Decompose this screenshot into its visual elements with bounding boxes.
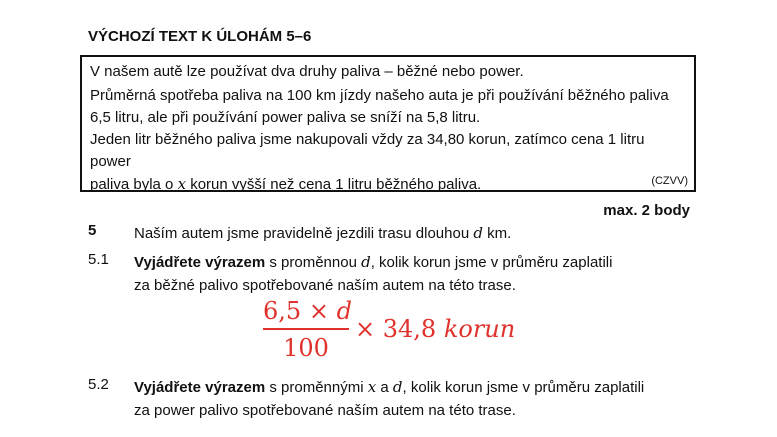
fraction-denominator: 100 (283, 334, 329, 362)
intro-line-2: Průměrná spotřeba paliva na 100 km jízdy našeho auta je při používání běžného paliva (90, 87, 669, 104)
task-5-2-text-a: s proměnnými (265, 379, 368, 396)
task-5-2-bold: Vyjádřete výrazem (134, 379, 266, 396)
price-b: 8 (420, 315, 444, 343)
fraction-numerator (263, 296, 352, 326)
max-points-label: max. 2 body (603, 202, 690, 219)
intro-line-1: V našem autě lze používat dva druhy paliva – běžné nebo power. (90, 63, 524, 80)
section-heading: VÝCHOZÍ TEXT K ÚLOHÁM 5–6 (88, 28, 312, 45)
variable-x: x (177, 175, 187, 193)
fraction-bar (263, 328, 349, 330)
intro-line-3: 6,5 litru, ale při používání power paliva se sníží na 5,8 litru. (90, 109, 481, 126)
task-5-text (134, 222, 511, 245)
task-5-2-line-2: za power palivo spotřebované naším autem na této trase. (134, 402, 516, 419)
intro-line-5-end: korun vyšší než cena 1 litru běžného paliva. (186, 176, 482, 193)
task-5-1-number: 5.1 (88, 251, 109, 268)
task-5-1-bold: Vyjádřete výrazem (134, 254, 266, 271)
task-5-1-line-1 (134, 251, 612, 274)
variable-d: d (473, 224, 483, 242)
currency-unit: korun (443, 315, 516, 343)
numerator-number-a: 6, (263, 297, 286, 325)
task-5-1-line-2: za běžné palivo spotřebované naším autem na této trase. (134, 277, 516, 294)
price-a: 34, (382, 315, 421, 343)
numerator-variable: d (336, 297, 352, 325)
variable-d: d (361, 253, 371, 271)
answer-fraction (263, 296, 352, 363)
intro-line-5 (90, 173, 686, 196)
task-5-text-end: km. (482, 225, 512, 242)
numerator-operator: × (301, 297, 337, 325)
numerator-number-b: 5 (285, 297, 302, 325)
task-5-2-number: 5.2 (88, 376, 109, 393)
task-5-2-line-1 (134, 376, 644, 399)
variable-d: d (392, 378, 403, 396)
intro-line-5-start: paliva byla o (90, 176, 178, 193)
variable-x: x (367, 378, 377, 396)
intro-text-box (80, 55, 696, 192)
source-label: (CZVV) (651, 175, 688, 187)
task-5-number: 5 (88, 222, 97, 239)
task-5-1-text-b: , kolik korun jsme v průměru zaplatili (370, 254, 613, 271)
task-5-2-text (134, 376, 644, 422)
task-5-1-text (134, 251, 612, 297)
times-sign: × (355, 315, 383, 343)
task-5-text-start: Naším autem jsme pravidelně jezdili trasu dlouhou (134, 225, 474, 242)
answer-multiplier (355, 314, 515, 344)
task-5-2-text-b: , kolik korun jsme v průměru zaplatili (402, 379, 645, 396)
task-5-2-and: a (376, 379, 393, 396)
intro-line-4: Jeden litr běžného paliva jsme nakupovali vždy za 34,80 korun, zatímco cena 1 litru power (90, 131, 645, 170)
task-5-1-text-a: s proměnnou (265, 254, 362, 271)
